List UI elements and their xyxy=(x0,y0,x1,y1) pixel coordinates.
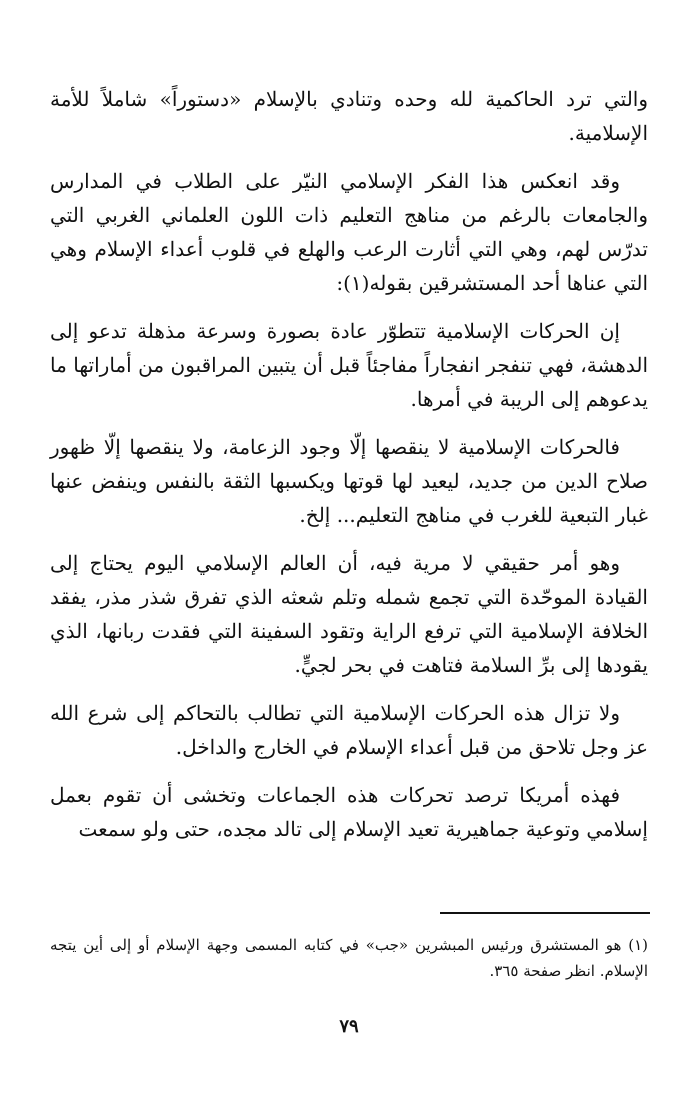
paragraph-4-quote: فالحركات الإسلامية لا ينقصها إلّا وجود الزعامة، ولا ينقصها إلّا ظهور صلاح الدين من جديد، ليعيد لها قوتها ويكسبها الثقة بالنفس وينفض عنها غبار التبعية للغرب في مناهج التعليم... إلخ. xyxy=(50,435,648,527)
body-text xyxy=(50,82,648,860)
paragraph-6: ولا تزال هذه الحركات الإسلامية التي تطالب بالتحاكم إلى شرع الله عز وجل تلاحق من قبل أعداء الإسلام في الخارج والداخل. xyxy=(50,701,648,759)
paragraph-2: وقد انعكس هذا الفكر الإسلامي النيّر على الطلاب في المدارس والجامعات بالرغم من مناهج التعليم ذات اللون العلماني الغربي التي تدرّس لهم، وهي التي أثارت الرعب والهلع في قلوب أعداء الإسلام وهي التي عناها أحد المستشرقين بقوله(١): xyxy=(50,169,648,295)
paragraph-5: وهو أمر حقيقي لا مرية فيه، أن العالم الإسلامي اليوم يحتاج إلى القيادة الموحّدة التي تجمع شمله وتلم شعثه الذي تفرق شذر مذر، يفقد الخلافة الإسلامية التي ترفع الراية وتقود السفينة التي فقدت ربانها، الذي يقودها إلى برِّ السلامة فتاهت في بحر لجيٍّ. xyxy=(50,551,648,677)
paragraph-7: فهذه أمريكا ترصد تحركات هذه الجماعات وتخشى أن تقوم بعمل إسلامي وتوعية جماهيرية تعيد الإسلام إلى تالد مجده، حتى ولو سمعت xyxy=(50,783,648,841)
footnote-divider xyxy=(440,912,650,914)
paragraph-1: والتي ترد الحاكمية لله وحده وتنادي بالإسلام «دستوراً» شاملاً للأمة الإسلامية. xyxy=(50,87,648,145)
page-number: ٧٩ xyxy=(339,1016,359,1037)
paragraph-3-quote: إن الحركات الإسلامية تتطوّر عادة بصورة وسرعة مذهلة تدعو إلى الدهشة، فهي تنفجر انفجاراً مفاجئاً قبل أن يتبين المراقبون من أماراتها ما يدعوهم إلى الريبة في أمرها. xyxy=(50,319,648,411)
footnote xyxy=(50,932,648,984)
footnote-text: (١) هو المستشرق ورئيس المبشرين «جب» في كتابه المسمى وجهة الإسلام أو إلى أين يتجه الإسلام. انظر صفحة ٣٦٥. xyxy=(50,936,648,980)
